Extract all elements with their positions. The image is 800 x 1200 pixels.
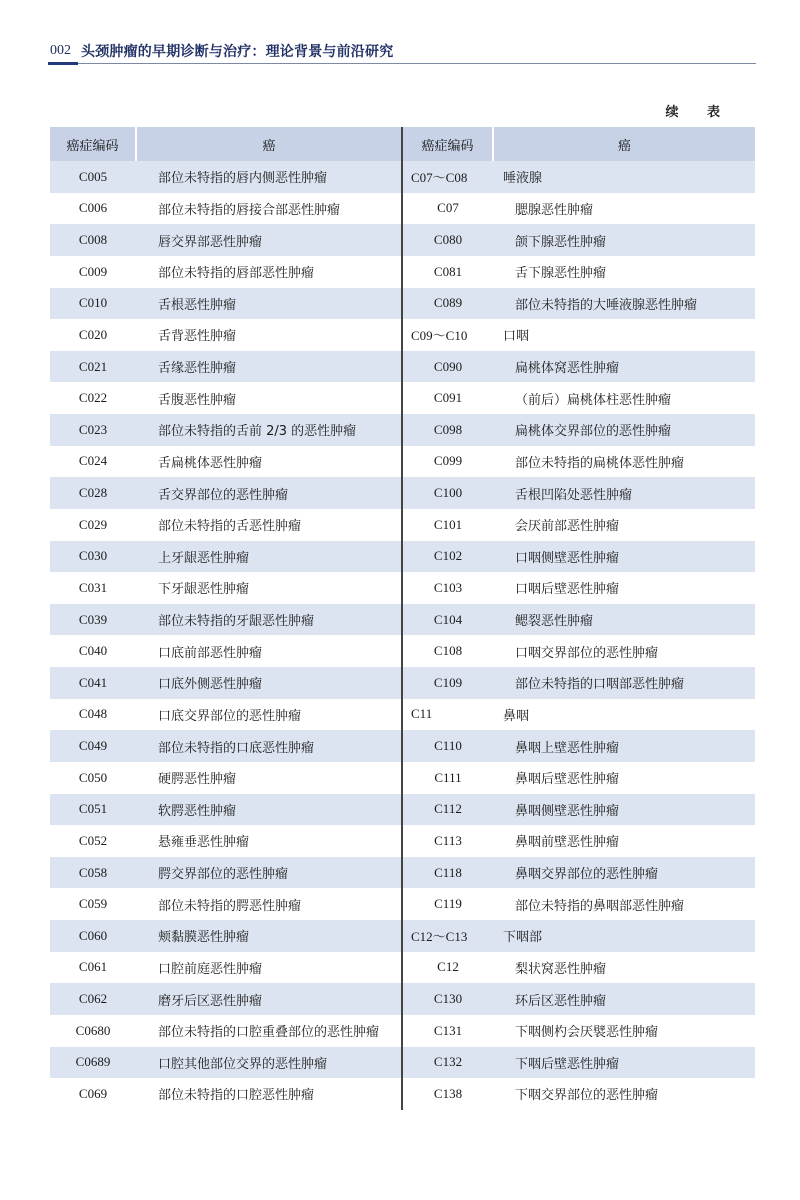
- running-header: [50, 40, 393, 62]
- right-code-cell: C101: [402, 509, 493, 541]
- left-name-cell: 软腭恶性肿瘤: [136, 794, 402, 826]
- table-body: [50, 161, 755, 1110]
- left-name-cell: 部位未特指的唇部恶性肿瘤: [136, 256, 402, 288]
- left-name-cell: 部位未特指的舌恶性肿瘤: [136, 509, 402, 541]
- right-name-cell: 扁桃体交界部位的恶性肿瘤: [493, 414, 755, 446]
- table-row: [50, 730, 755, 762]
- table-row: [50, 857, 755, 889]
- left-name-cell: 唇交界部恶性肿瘤: [136, 224, 402, 256]
- right-code-cell: C130: [402, 983, 493, 1015]
- left-code-cell: C006: [50, 193, 136, 225]
- right-group-name-cell: 唾液腺: [493, 161, 755, 193]
- left-name-cell: 腭交界部位的恶性肿瘤: [136, 857, 402, 889]
- left-code-cell: C028: [50, 477, 136, 509]
- left-code-cell: C049: [50, 730, 136, 762]
- right-name-cell: 口咽后壁恶性肿瘤: [493, 572, 755, 604]
- right-group-name-cell: 鼻咽: [493, 699, 755, 731]
- left-code-cell: C060: [50, 920, 136, 952]
- column-header-code-left: 癌症编码: [50, 127, 136, 161]
- header-rule-accent: [48, 62, 78, 65]
- left-name-cell: 部位未特指的唇接合部恶性肿瘤: [136, 193, 402, 225]
- right-name-cell: 下咽交界部位的恶性肿瘤: [493, 1078, 755, 1110]
- left-code-cell: C030: [50, 541, 136, 573]
- table-row: [50, 477, 755, 509]
- right-code-cell: C109: [402, 667, 493, 699]
- right-name-cell: 鼻咽前壁恶性肿瘤: [493, 825, 755, 857]
- table-row: [50, 699, 755, 731]
- table-row: [50, 888, 755, 920]
- table-row: [50, 319, 755, 351]
- right-name-cell: 腮腺恶性肿瘤: [493, 193, 755, 225]
- right-name-cell: 部位未特指的扁桃体恶性肿瘤: [493, 446, 755, 478]
- right-name-cell: 梨状窝恶性肿瘤: [493, 952, 755, 984]
- right-code-cell: C081: [402, 256, 493, 288]
- left-code-cell: C010: [50, 288, 136, 320]
- left-name-cell: 下牙龈恶性肿瘤: [136, 572, 402, 604]
- left-name-cell: 口底前部恶性肿瘤: [136, 635, 402, 667]
- right-code-cell: C07: [402, 193, 493, 225]
- left-code-cell: C039: [50, 604, 136, 636]
- right-name-cell: 舌下腺恶性肿瘤: [493, 256, 755, 288]
- right-code-cell: C103: [402, 572, 493, 604]
- right-code-cell: C12: [402, 952, 493, 984]
- table-row: [50, 920, 755, 952]
- table-row: [50, 794, 755, 826]
- left-name-cell: 悬雍垂恶性肿瘤: [136, 825, 402, 857]
- right-code-cell: C104: [402, 604, 493, 636]
- table-row: [50, 509, 755, 541]
- right-name-cell: 鳃裂恶性肿瘤: [493, 604, 755, 636]
- left-name-cell: 部位未特指的牙龈恶性肿瘤: [136, 604, 402, 636]
- column-header-name-right: 癌: [493, 127, 755, 161]
- right-code-cell: C090: [402, 351, 493, 383]
- left-code-cell: C021: [50, 351, 136, 383]
- right-name-cell: 颌下腺恶性肿瘤: [493, 224, 755, 256]
- table-row: [50, 414, 755, 446]
- left-code-cell: C0680: [50, 1015, 136, 1047]
- left-code-cell: C069: [50, 1078, 136, 1110]
- table-row: [50, 1015, 755, 1047]
- left-code-cell: C029: [50, 509, 136, 541]
- left-name-cell: 部位未特指的口腔重叠部位的恶性肿瘤: [136, 1015, 402, 1047]
- cancer-code-table: [50, 127, 755, 1110]
- left-name-cell: 部位未特指的舌前 2/3 的恶性肿瘤: [136, 414, 402, 446]
- right-name-cell: 部位未特指的鼻咽部恶性肿瘤: [493, 888, 755, 920]
- right-code-cell: C100: [402, 477, 493, 509]
- right-name-cell: 舌根凹陷处恶性肿瘤: [493, 477, 755, 509]
- right-code-cell: C089: [402, 288, 493, 320]
- right-group-code-cell: C07～C08: [402, 161, 493, 193]
- left-code-cell: C024: [50, 446, 136, 478]
- right-name-cell: （前后）扁桃体柱恶性肿瘤: [493, 382, 755, 414]
- left-name-cell: 口底交界部位的恶性肿瘤: [136, 699, 402, 731]
- table-row: [50, 256, 755, 288]
- right-group-name-cell: 下咽部: [493, 920, 755, 952]
- right-name-cell: 鼻咽后壁恶性肿瘤: [493, 762, 755, 794]
- right-name-cell: 下咽侧杓会厌襞恶性肿瘤: [493, 1015, 755, 1047]
- left-code-cell: C048: [50, 699, 136, 731]
- left-code-cell: C008: [50, 224, 136, 256]
- right-code-cell: C132: [402, 1047, 493, 1079]
- left-name-cell: 舌交界部位的恶性肿瘤: [136, 477, 402, 509]
- right-group-code-cell: C09～C10: [402, 319, 493, 351]
- table-row: [50, 952, 755, 984]
- right-name-cell: 扁桃体窝恶性肿瘤: [493, 351, 755, 383]
- right-group-code-cell: C12～C13: [402, 920, 493, 952]
- left-name-cell: 口腔其他部位交界的恶性肿瘤: [136, 1047, 402, 1079]
- right-name-cell: 口咽侧壁恶性肿瘤: [493, 541, 755, 573]
- table-row: [50, 604, 755, 636]
- left-name-cell: 上牙龈恶性肿瘤: [136, 541, 402, 573]
- right-code-cell: C108: [402, 635, 493, 667]
- table-row: [50, 224, 755, 256]
- right-name-cell: 鼻咽侧壁恶性肿瘤: [493, 794, 755, 826]
- table-row: [50, 382, 755, 414]
- table-row: [50, 1078, 755, 1110]
- table-row: [50, 667, 755, 699]
- right-group-code-cell: C11: [402, 699, 493, 731]
- right-name-cell: 下咽后壁恶性肿瘤: [493, 1047, 755, 1079]
- left-name-cell: 颊黏膜恶性肿瘤: [136, 920, 402, 952]
- right-name-cell: 鼻咽交界部位的恶性肿瘤: [493, 857, 755, 889]
- right-code-cell: C098: [402, 414, 493, 446]
- right-code-cell: C131: [402, 1015, 493, 1047]
- table-row: [50, 1047, 755, 1079]
- right-code-cell: C119: [402, 888, 493, 920]
- right-code-cell: C102: [402, 541, 493, 573]
- right-code-cell: C099: [402, 446, 493, 478]
- left-code-cell: C061: [50, 952, 136, 984]
- left-code-cell: C050: [50, 762, 136, 794]
- right-name-cell: 会厌前部恶性肿瘤: [493, 509, 755, 541]
- column-header-code-right: 癌症编码: [402, 127, 493, 161]
- cancer-code-table-wrapper: [50, 127, 755, 1110]
- left-name-cell: 舌扁桃体恶性肿瘤: [136, 446, 402, 478]
- left-code-cell: C041: [50, 667, 136, 699]
- left-code-cell: C023: [50, 414, 136, 446]
- left-code-cell: C020: [50, 319, 136, 351]
- header-rule: [48, 63, 756, 64]
- left-name-cell: 硬腭恶性肿瘤: [136, 762, 402, 794]
- left-name-cell: 舌缘恶性肿瘤: [136, 351, 402, 383]
- right-group-name-cell: 口咽: [493, 319, 755, 351]
- table-row: [50, 193, 755, 225]
- right-name-cell: 部位未特指的大唾液腺恶性肿瘤: [493, 288, 755, 320]
- right-code-cell: C111: [402, 762, 493, 794]
- table-row: [50, 161, 755, 193]
- left-code-cell: C0689: [50, 1047, 136, 1079]
- table-row: [50, 446, 755, 478]
- left-code-cell: C009: [50, 256, 136, 288]
- right-code-cell: C112: [402, 794, 493, 826]
- left-code-cell: C059: [50, 888, 136, 920]
- left-code-cell: C062: [50, 983, 136, 1015]
- left-code-cell: C058: [50, 857, 136, 889]
- right-code-cell: C118: [402, 857, 493, 889]
- left-name-cell: 舌根恶性肿瘤: [136, 288, 402, 320]
- left-code-cell: C052: [50, 825, 136, 857]
- left-code-cell: C022: [50, 382, 136, 414]
- left-name-cell: 口底外侧恶性肿瘤: [136, 667, 402, 699]
- page-number: 002: [50, 43, 71, 58]
- right-code-cell: C110: [402, 730, 493, 762]
- right-code-cell: C138: [402, 1078, 493, 1110]
- right-name-cell: 部位未特指的口咽部恶性肿瘤: [493, 667, 755, 699]
- table-row: [50, 572, 755, 604]
- table-row: [50, 541, 755, 573]
- right-code-cell: C113: [402, 825, 493, 857]
- left-name-cell: 口腔前庭恶性肿瘤: [136, 952, 402, 984]
- left-name-cell: 部位未特指的唇内侧恶性肿瘤: [136, 161, 402, 193]
- left-code-cell: C040: [50, 635, 136, 667]
- right-name-cell: 环后区恶性肿瘤: [493, 983, 755, 1015]
- table-row: [50, 762, 755, 794]
- column-header-name-left: 癌: [136, 127, 402, 161]
- right-name-cell: 口咽交界部位的恶性肿瘤: [493, 635, 755, 667]
- left-code-cell: C005: [50, 161, 136, 193]
- table-row: [50, 351, 755, 383]
- table-row: [50, 825, 755, 857]
- right-name-cell: 鼻咽上壁恶性肿瘤: [493, 730, 755, 762]
- left-code-cell: C031: [50, 572, 136, 604]
- left-name-cell: 舌背恶性肿瘤: [136, 319, 402, 351]
- right-code-cell: C080: [402, 224, 493, 256]
- left-name-cell: 舌腹恶性肿瘤: [136, 382, 402, 414]
- table-header-row: [50, 127, 755, 161]
- book-title: 头颈肿瘤的早期诊断与治疗：理论背景与前沿研究: [81, 44, 394, 60]
- continued-label: 续 表: [665, 105, 732, 120]
- table-row: [50, 288, 755, 320]
- left-name-cell: 部位未特指的口底恶性肿瘤: [136, 730, 402, 762]
- left-name-cell: 磨牙后区恶性肿瘤: [136, 983, 402, 1015]
- table-row: [50, 983, 755, 1015]
- left-code-cell: C051: [50, 794, 136, 826]
- left-name-cell: 部位未特指的口腔恶性肿瘤: [136, 1078, 402, 1110]
- right-code-cell: C091: [402, 382, 493, 414]
- left-name-cell: 部位未特指的腭恶性肿瘤: [136, 888, 402, 920]
- table-row: [50, 635, 755, 667]
